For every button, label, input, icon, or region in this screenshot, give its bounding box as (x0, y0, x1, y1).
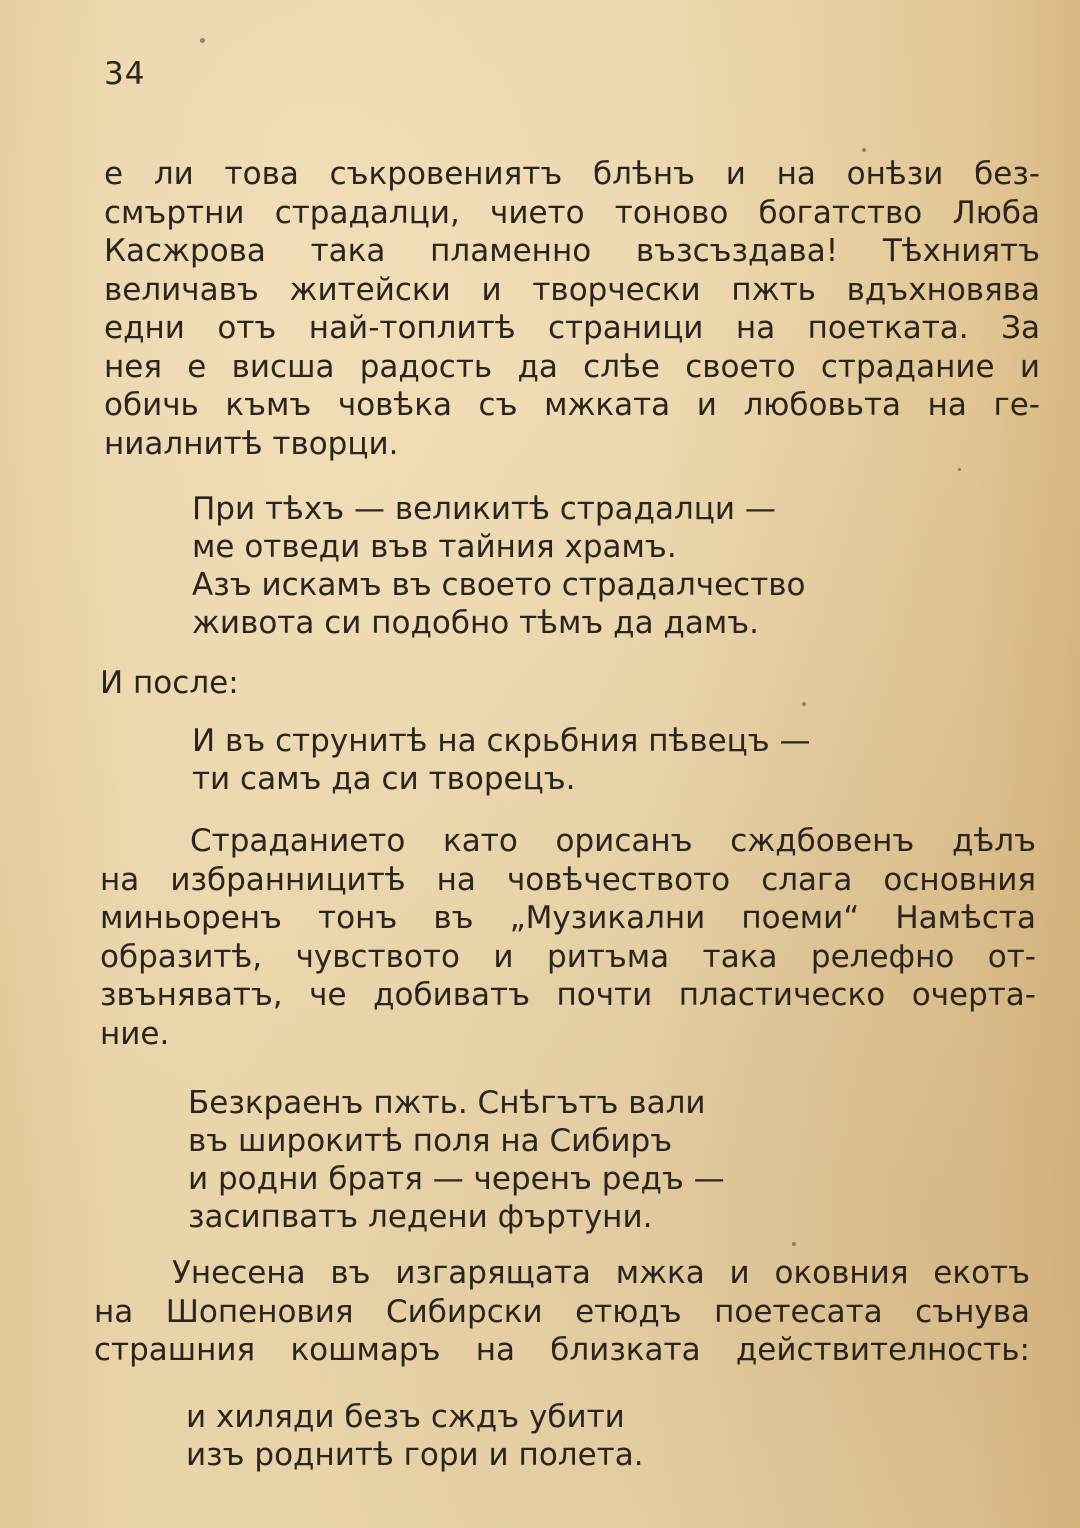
verse-line: ти самъ да си творецъ. (192, 761, 576, 797)
verse-4 (186, 1398, 644, 1474)
verse-line: и родни братя — черенъ редъ — (188, 1161, 725, 1197)
verse-3 (188, 1084, 725, 1236)
paper-speck (802, 702, 806, 706)
verse-line: изъ роднитѣ гори и полета. (186, 1437, 644, 1473)
interlude-text: И после: (100, 665, 239, 701)
verse-2 (192, 722, 811, 798)
paragraph-line: величавъ житейски и творчески пжть вдъхновява (104, 271, 1040, 308)
verse-line: въ широкитѣ поля на Сибиръ (188, 1123, 673, 1159)
paragraph-line: образитѣ, чувството и ритъма така релефно от- (100, 938, 1036, 975)
paragraph-1 (104, 155, 1040, 463)
verse-line: ме отведи във тайния храмъ. (192, 529, 677, 565)
verse-line: И въ струнитѣ на скрьбния пѣвецъ — (192, 723, 811, 759)
paragraph-2 (100, 822, 1036, 1053)
paragraph-line: Унесена въ изгарящата мжка и оковния екотъ (172, 1255, 1030, 1291)
paper-speck (862, 148, 866, 152)
paragraph-line: на Шопеновия Сибирски етюдъ поетесата сънува (94, 1293, 1030, 1330)
paragraph-line: нея е висша радость да слѣе своето страдание и (104, 348, 1040, 385)
paragraph-line: едни отъ най-топлитѣ страници на поетката. За (104, 310, 1040, 346)
paragraph-line: миньоренъ тонъ въ „Музикални поеми“ Намѣста (100, 900, 1036, 936)
paragraph-line: е ли това съкровениятъ блѣнъ и на онѣзи без- (104, 156, 1040, 192)
paragraph-line: обичь къмъ човѣка съ мжката и любовьта на ге- (104, 387, 1040, 423)
verse-line: живота си подобно тѣмъ да дамъ. (192, 605, 759, 641)
paragraph-line: звъняватъ, че добиватъ почти пластическо очерта- (100, 977, 1036, 1013)
paper-speck (792, 1242, 796, 1246)
paragraph-line: ние. (100, 1015, 170, 1052)
page-number: 34 (104, 56, 146, 92)
verse-1 (192, 490, 806, 642)
verse-line: и хиляди безъ сждъ убити (186, 1399, 625, 1435)
paragraph-line: смъртни страдалци, чието тоново богатство Люба (104, 194, 1040, 231)
paragraph-line: на избранницитѣ на човѣчеството слага основния (100, 861, 1036, 898)
verse-line: Азъ искамъ въ своето страдалчество (192, 567, 806, 603)
verse-line: При тѣхъ — великитѣ страдалци — (192, 491, 776, 527)
paragraph-line: Касжрова така пламенно възсъздава! Тѣхниятъ (104, 233, 1040, 269)
paragraph-line: ниалнитѣ творци. (104, 425, 399, 462)
paragraph-3 (94, 1254, 1030, 1370)
paper-speck (958, 468, 961, 471)
paragraph-line: страшния кошмаръ на близката действителность: (94, 1332, 1030, 1368)
paper-speck (200, 38, 205, 43)
verse-line: засипватъ ледени фъртуни. (188, 1199, 653, 1235)
verse-line: Безкраенъ пжть. Снѣгътъ вали (188, 1085, 706, 1121)
paragraph-line: Страданието като орисанъ сждбовенъ дѣлъ (190, 823, 1036, 859)
